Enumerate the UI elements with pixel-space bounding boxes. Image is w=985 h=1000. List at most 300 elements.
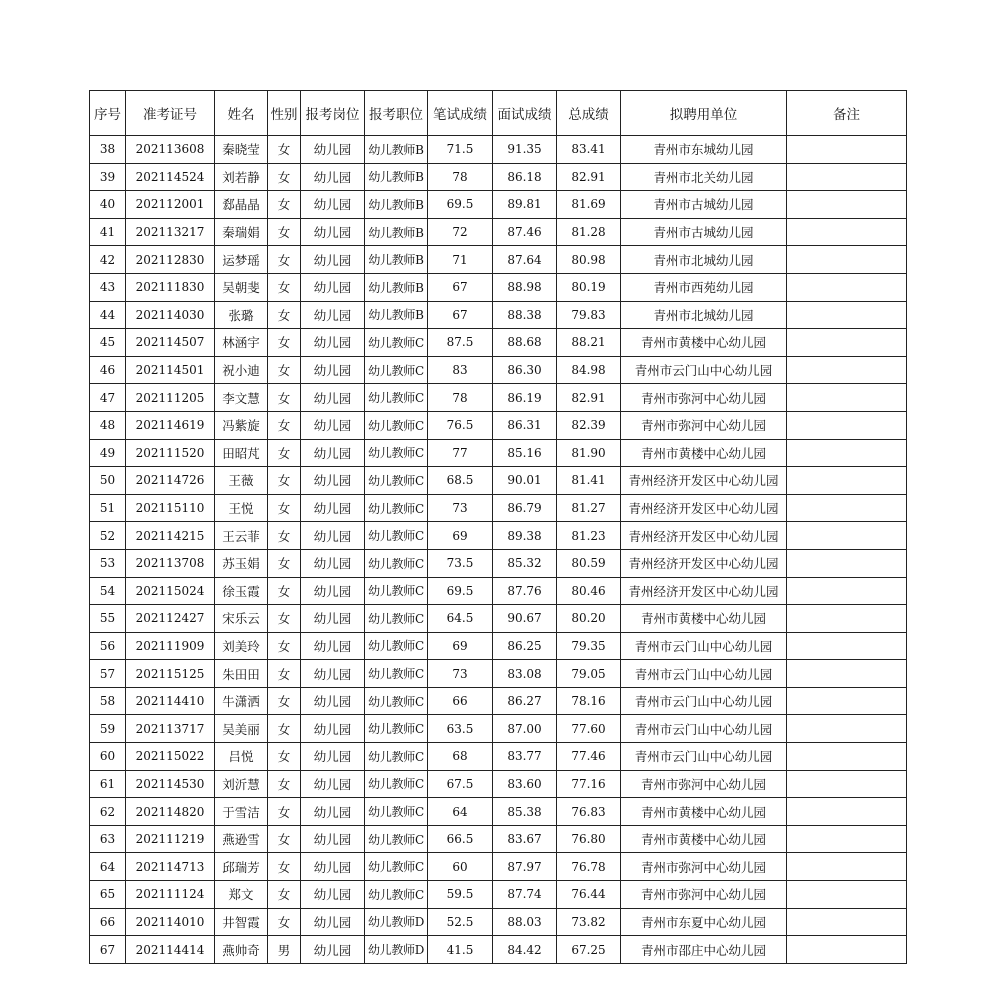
cell-hiring-unit: 青州市弥河中心幼儿园: [621, 770, 787, 798]
cell-gender: 女: [268, 715, 301, 743]
cell-seq: 40: [90, 191, 126, 219]
cell-gender: 女: [268, 191, 301, 219]
cell-total-score: 80.19: [557, 273, 621, 301]
cell-written-score: 83: [428, 356, 493, 384]
cell-seq: 44: [90, 301, 126, 329]
cell-total-score: 81.27: [557, 494, 621, 522]
cell-post: 幼儿园: [301, 273, 365, 301]
cell-interview-score: 88.68: [493, 329, 557, 357]
cell-remarks: [787, 770, 907, 798]
cell-position: 幼儿教师B: [365, 218, 428, 246]
cell-gender: 女: [268, 687, 301, 715]
cell-name: 王悦: [215, 494, 268, 522]
cell-gender: 女: [268, 798, 301, 826]
cell-gender: 女: [268, 522, 301, 550]
cell-remarks: [787, 246, 907, 274]
cell-exam-id: 202115125: [126, 660, 215, 688]
cell-post: 幼儿园: [301, 411, 365, 439]
cell-remarks: [787, 881, 907, 909]
cell-written-score: 63.5: [428, 715, 493, 743]
cell-post: 幼儿园: [301, 936, 365, 964]
cell-interview-score: 91.35: [493, 136, 557, 164]
table-row: [90, 273, 907, 301]
cell-written-score: 77: [428, 439, 493, 467]
cell-written-score: 67.5: [428, 770, 493, 798]
cell-remarks: [787, 908, 907, 936]
cell-remarks: [787, 494, 907, 522]
cell-written-score: 73.5: [428, 549, 493, 577]
cell-seq: 52: [90, 522, 126, 550]
cell-exam-id: 202113717: [126, 715, 215, 743]
cell-position: 幼儿教师C: [365, 439, 428, 467]
cell-name: 于雪洁: [215, 798, 268, 826]
cell-hiring-unit: 青州市黄楼中心幼儿园: [621, 329, 787, 357]
cell-position: 幼儿教师C: [365, 605, 428, 633]
cell-seq: 39: [90, 163, 126, 191]
cell-seq: 64: [90, 853, 126, 881]
cell-seq: 61: [90, 770, 126, 798]
cell-total-score: 81.23: [557, 522, 621, 550]
cell-total-score: 80.98: [557, 246, 621, 274]
cell-name: 吴朝斐: [215, 273, 268, 301]
cell-post: 幼儿园: [301, 549, 365, 577]
cell-total-score: 88.21: [557, 329, 621, 357]
cell-hiring-unit: 青州市黄楼中心幼儿园: [621, 798, 787, 826]
cell-total-score: 77.60: [557, 715, 621, 743]
cell-exam-id: 202115110: [126, 494, 215, 522]
cell-position: 幼儿教师C: [365, 660, 428, 688]
table-row: [90, 136, 907, 164]
cell-written-score: 66: [428, 687, 493, 715]
cell-total-score: 79.05: [557, 660, 621, 688]
cell-position: 幼儿教师C: [365, 770, 428, 798]
cell-remarks: [787, 273, 907, 301]
header-seq: 序号: [90, 91, 126, 136]
cell-post: 幼儿园: [301, 467, 365, 495]
cell-interview-score: 86.18: [493, 163, 557, 191]
cell-post: 幼儿园: [301, 605, 365, 633]
cell-hiring-unit: 青州市云门山中心幼儿园: [621, 687, 787, 715]
table-row: [90, 632, 907, 660]
cell-interview-score: 88.38: [493, 301, 557, 329]
cell-interview-score: 89.38: [493, 522, 557, 550]
cell-hiring-unit: 青州市黄楼中心幼儿园: [621, 825, 787, 853]
table-row: [90, 246, 907, 274]
cell-name: 王云菲: [215, 522, 268, 550]
cell-gender: 女: [268, 494, 301, 522]
cell-position: 幼儿教师C: [365, 715, 428, 743]
table-header: [90, 91, 907, 136]
header-position: 报考职位: [365, 91, 428, 136]
cell-gender: 女: [268, 411, 301, 439]
table-row: [90, 770, 907, 798]
cell-written-score: 73: [428, 494, 493, 522]
cell-written-score: 60: [428, 853, 493, 881]
cell-written-score: 76.5: [428, 411, 493, 439]
cell-written-score: 59.5: [428, 881, 493, 909]
cell-gender: 女: [268, 577, 301, 605]
cell-name: 邱瑞芳: [215, 853, 268, 881]
cell-hiring-unit: 青州市云门山中心幼儿园: [621, 743, 787, 771]
header-hiring-unit: 拟聘用单位: [621, 91, 787, 136]
cell-post: 幼儿园: [301, 798, 365, 826]
cell-remarks: [787, 136, 907, 164]
cell-seq: 58: [90, 687, 126, 715]
cell-hiring-unit: 青州市北关幼儿园: [621, 163, 787, 191]
cell-seq: 56: [90, 632, 126, 660]
cell-remarks: [787, 853, 907, 881]
cell-post: 幼儿园: [301, 246, 365, 274]
cell-post: 幼儿园: [301, 825, 365, 853]
cell-post: 幼儿园: [301, 191, 365, 219]
cell-written-score: 69.5: [428, 191, 493, 219]
table-row: [90, 853, 907, 881]
cell-position: 幼儿教师B: [365, 136, 428, 164]
cell-hiring-unit: 青州市古城幼儿园: [621, 218, 787, 246]
table-row: [90, 908, 907, 936]
cell-name: 秦晓莹: [215, 136, 268, 164]
cell-position: 幼儿教师C: [365, 881, 428, 909]
cell-exam-id: 202111830: [126, 273, 215, 301]
cell-total-score: 78.16: [557, 687, 621, 715]
cell-post: 幼儿园: [301, 136, 365, 164]
cell-position: 幼儿教师C: [365, 411, 428, 439]
cell-gender: 女: [268, 301, 301, 329]
cell-post: 幼儿园: [301, 577, 365, 605]
cell-hiring-unit: 青州市弥河中心幼儿园: [621, 384, 787, 412]
table-row: [90, 191, 907, 219]
cell-name: 林涵宇: [215, 329, 268, 357]
cell-name: 吴美丽: [215, 715, 268, 743]
cell-interview-score: 87.97: [493, 853, 557, 881]
table-row: [90, 494, 907, 522]
cell-hiring-unit: 青州市云门山中心幼儿园: [621, 356, 787, 384]
cell-interview-score: 85.38: [493, 798, 557, 826]
cell-total-score: 77.16: [557, 770, 621, 798]
table-row: [90, 605, 907, 633]
cell-remarks: [787, 577, 907, 605]
cell-total-score: 81.69: [557, 191, 621, 219]
cell-remarks: [787, 356, 907, 384]
cell-interview-score: 83.60: [493, 770, 557, 798]
cell-name: 燕逊雪: [215, 825, 268, 853]
cell-interview-score: 88.03: [493, 908, 557, 936]
cell-interview-score: 88.98: [493, 273, 557, 301]
cell-position: 幼儿教师C: [365, 825, 428, 853]
cell-written-score: 64: [428, 798, 493, 826]
cell-interview-score: 89.81: [493, 191, 557, 219]
cell-seq: 54: [90, 577, 126, 605]
cell-written-score: 41.5: [428, 936, 493, 964]
cell-gender: 女: [268, 329, 301, 357]
cell-gender: 女: [268, 384, 301, 412]
header-name: 姓名: [215, 91, 268, 136]
cell-seq: 67: [90, 936, 126, 964]
cell-position: 幼儿教师C: [365, 743, 428, 771]
cell-remarks: [787, 191, 907, 219]
cell-position: 幼儿教师C: [365, 632, 428, 660]
cell-written-score: 73: [428, 660, 493, 688]
cell-exam-id: 202114524: [126, 163, 215, 191]
cell-total-score: 83.41: [557, 136, 621, 164]
cell-exam-id: 202114215: [126, 522, 215, 550]
cell-remarks: [787, 825, 907, 853]
cell-interview-score: 85.16: [493, 439, 557, 467]
cell-exam-id: 202114410: [126, 687, 215, 715]
table-row: [90, 329, 907, 357]
cell-position: 幼儿教师B: [365, 301, 428, 329]
cell-interview-score: 87.00: [493, 715, 557, 743]
cell-exam-id: 202114726: [126, 467, 215, 495]
cell-remarks: [787, 660, 907, 688]
cell-exam-id: 202114530: [126, 770, 215, 798]
cell-hiring-unit: 青州市云门山中心幼儿园: [621, 660, 787, 688]
cell-exam-id: 202112427: [126, 605, 215, 633]
cell-seq: 60: [90, 743, 126, 771]
cell-position: 幼儿教师C: [365, 384, 428, 412]
cell-post: 幼儿园: [301, 329, 365, 357]
cell-hiring-unit: 青州市弥河中心幼儿园: [621, 853, 787, 881]
cell-exam-id: 202114414: [126, 936, 215, 964]
cell-seq: 38: [90, 136, 126, 164]
cell-post: 幼儿园: [301, 522, 365, 550]
table-row: [90, 411, 907, 439]
cell-total-score: 80.20: [557, 605, 621, 633]
cell-total-score: 82.39: [557, 411, 621, 439]
cell-written-score: 69: [428, 522, 493, 550]
cell-gender: 女: [268, 632, 301, 660]
cell-exam-id: 202114820: [126, 798, 215, 826]
cell-interview-score: 87.76: [493, 577, 557, 605]
cell-gender: 女: [268, 218, 301, 246]
cell-position: 幼儿教师B: [365, 191, 428, 219]
cell-position: 幼儿教师C: [365, 329, 428, 357]
cell-written-score: 52.5: [428, 908, 493, 936]
table-row: [90, 881, 907, 909]
cell-gender: 女: [268, 467, 301, 495]
table-row: [90, 577, 907, 605]
cell-exam-id: 202111205: [126, 384, 215, 412]
cell-interview-score: 86.27: [493, 687, 557, 715]
cell-name: 运梦瑶: [215, 246, 268, 274]
cell-remarks: [787, 384, 907, 412]
cell-written-score: 64.5: [428, 605, 493, 633]
cell-total-score: 84.98: [557, 356, 621, 384]
cell-name: 刘沂慧: [215, 770, 268, 798]
cell-interview-score: 86.30: [493, 356, 557, 384]
cell-total-score: 81.90: [557, 439, 621, 467]
cell-seq: 48: [90, 411, 126, 439]
cell-name: 王薇: [215, 467, 268, 495]
cell-written-score: 72: [428, 218, 493, 246]
cell-seq: 51: [90, 494, 126, 522]
cell-remarks: [787, 329, 907, 357]
cell-gender: 男: [268, 936, 301, 964]
cell-post: 幼儿园: [301, 660, 365, 688]
cell-total-score: 80.59: [557, 549, 621, 577]
cell-seq: 49: [90, 439, 126, 467]
cell-exam-id: 202113608: [126, 136, 215, 164]
cell-gender: 女: [268, 136, 301, 164]
header-exam-id: 准考证号: [126, 91, 215, 136]
cell-gender: 女: [268, 853, 301, 881]
cell-interview-score: 83.67: [493, 825, 557, 853]
cell-remarks: [787, 467, 907, 495]
cell-total-score: 79.83: [557, 301, 621, 329]
cell-gender: 女: [268, 743, 301, 771]
cell-position: 幼儿教师C: [365, 494, 428, 522]
cell-total-score: 77.46: [557, 743, 621, 771]
cell-written-score: 71.5: [428, 136, 493, 164]
cell-seq: 66: [90, 908, 126, 936]
cell-gender: 女: [268, 439, 301, 467]
cell-gender: 女: [268, 163, 301, 191]
cell-hiring-unit: 青州经济开发区中心幼儿园: [621, 494, 787, 522]
cell-interview-score: 86.31: [493, 411, 557, 439]
table-row: [90, 825, 907, 853]
cell-remarks: [787, 301, 907, 329]
cell-exam-id: 202114010: [126, 908, 215, 936]
table-row: [90, 715, 907, 743]
cell-interview-score: 85.32: [493, 549, 557, 577]
cell-exam-id: 202114507: [126, 329, 215, 357]
cell-exam-id: 202114713: [126, 853, 215, 881]
cell-position: 幼儿教师D: [365, 908, 428, 936]
header-interview-score: 面试成绩: [493, 91, 557, 136]
cell-post: 幼儿园: [301, 881, 365, 909]
cell-written-score: 78: [428, 163, 493, 191]
cell-hiring-unit: 青州市西苑幼儿园: [621, 273, 787, 301]
cell-name: 吕悦: [215, 743, 268, 771]
cell-seq: 43: [90, 273, 126, 301]
header-row: [90, 91, 907, 136]
cell-name: 郄晶晶: [215, 191, 268, 219]
cell-position: 幼儿教师C: [365, 853, 428, 881]
table-row: [90, 301, 907, 329]
cell-seq: 41: [90, 218, 126, 246]
cell-exam-id: 202112001: [126, 191, 215, 219]
cell-total-score: 73.82: [557, 908, 621, 936]
cell-interview-score: 86.25: [493, 632, 557, 660]
cell-written-score: 67: [428, 301, 493, 329]
cell-hiring-unit: 青州市东夏中心幼儿园: [621, 908, 787, 936]
cell-gender: 女: [268, 660, 301, 688]
cell-gender: 女: [268, 356, 301, 384]
cell-total-score: 76.44: [557, 881, 621, 909]
cell-exam-id: 202112830: [126, 246, 215, 274]
cell-name: 朱田田: [215, 660, 268, 688]
cell-position: 幼儿教师C: [365, 577, 428, 605]
cell-remarks: [787, 936, 907, 964]
header-total-score: 总成绩: [557, 91, 621, 136]
cell-name: 井智霞: [215, 908, 268, 936]
cell-seq: 57: [90, 660, 126, 688]
cell-remarks: [787, 218, 907, 246]
cell-written-score: 67: [428, 273, 493, 301]
cell-interview-score: 90.01: [493, 467, 557, 495]
cell-remarks: [787, 715, 907, 743]
cell-name: 刘若静: [215, 163, 268, 191]
header-written-score: 笔试成绩: [428, 91, 493, 136]
cell-remarks: [787, 798, 907, 826]
cell-seq: 42: [90, 246, 126, 274]
cell-name: 郑文: [215, 881, 268, 909]
cell-name: 田昭芃: [215, 439, 268, 467]
cell-written-score: 68: [428, 743, 493, 771]
cell-seq: 59: [90, 715, 126, 743]
table-row: [90, 439, 907, 467]
cell-seq: 65: [90, 881, 126, 909]
cell-hiring-unit: 青州市云门山中心幼儿园: [621, 715, 787, 743]
cell-position: 幼儿教师C: [365, 549, 428, 577]
table-row: [90, 218, 907, 246]
cell-exam-id: 202114501: [126, 356, 215, 384]
cell-position: 幼儿教师C: [365, 522, 428, 550]
cell-interview-score: 86.79: [493, 494, 557, 522]
cell-written-score: 66.5: [428, 825, 493, 853]
cell-post: 幼儿园: [301, 301, 365, 329]
cell-post: 幼儿园: [301, 356, 365, 384]
cell-post: 幼儿园: [301, 853, 365, 881]
cell-hiring-unit: 青州市北城幼儿园: [621, 246, 787, 274]
cell-name: 冯紫旋: [215, 411, 268, 439]
header-remarks: 备注: [787, 91, 907, 136]
cell-name: 秦瑞娟: [215, 218, 268, 246]
cell-written-score: 69: [428, 632, 493, 660]
cell-post: 幼儿园: [301, 439, 365, 467]
cell-written-score: 71: [428, 246, 493, 274]
cell-hiring-unit: 青州市东城幼儿园: [621, 136, 787, 164]
cell-position: 幼儿教师B: [365, 163, 428, 191]
cell-seq: 47: [90, 384, 126, 412]
cell-position: 幼儿教师C: [365, 798, 428, 826]
cell-hiring-unit: 青州市邵庄中心幼儿园: [621, 936, 787, 964]
cell-exam-id: 202114030: [126, 301, 215, 329]
cell-post: 幼儿园: [301, 494, 365, 522]
cell-post: 幼儿园: [301, 715, 365, 743]
cell-post: 幼儿园: [301, 163, 365, 191]
cell-written-score: 68.5: [428, 467, 493, 495]
cell-exam-id: 202111520: [126, 439, 215, 467]
cell-name: 燕帅奇: [215, 936, 268, 964]
cell-gender: 女: [268, 273, 301, 301]
score-table: [89, 90, 907, 964]
cell-exam-id: 202111909: [126, 632, 215, 660]
cell-name: 张璐: [215, 301, 268, 329]
table-row: [90, 549, 907, 577]
cell-post: 幼儿园: [301, 218, 365, 246]
cell-remarks: [787, 743, 907, 771]
cell-exam-id: 202113217: [126, 218, 215, 246]
table-body: [90, 136, 907, 964]
cell-seq: 62: [90, 798, 126, 826]
cell-total-score: 81.41: [557, 467, 621, 495]
cell-hiring-unit: 青州市黄楼中心幼儿园: [621, 605, 787, 633]
table-row: [90, 798, 907, 826]
cell-name: 刘美玲: [215, 632, 268, 660]
cell-gender: 女: [268, 770, 301, 798]
cell-name: 牛潇洒: [215, 687, 268, 715]
cell-position: 幼儿教师C: [365, 356, 428, 384]
cell-hiring-unit: 青州市云门山中心幼儿园: [621, 632, 787, 660]
cell-written-score: 87.5: [428, 329, 493, 357]
cell-interview-score: 84.42: [493, 936, 557, 964]
cell-hiring-unit: 青州市古城幼儿园: [621, 191, 787, 219]
cell-position: 幼儿教师B: [365, 273, 428, 301]
table-row: [90, 467, 907, 495]
cell-total-score: 79.35: [557, 632, 621, 660]
cell-hiring-unit: 青州市弥河中心幼儿园: [621, 881, 787, 909]
